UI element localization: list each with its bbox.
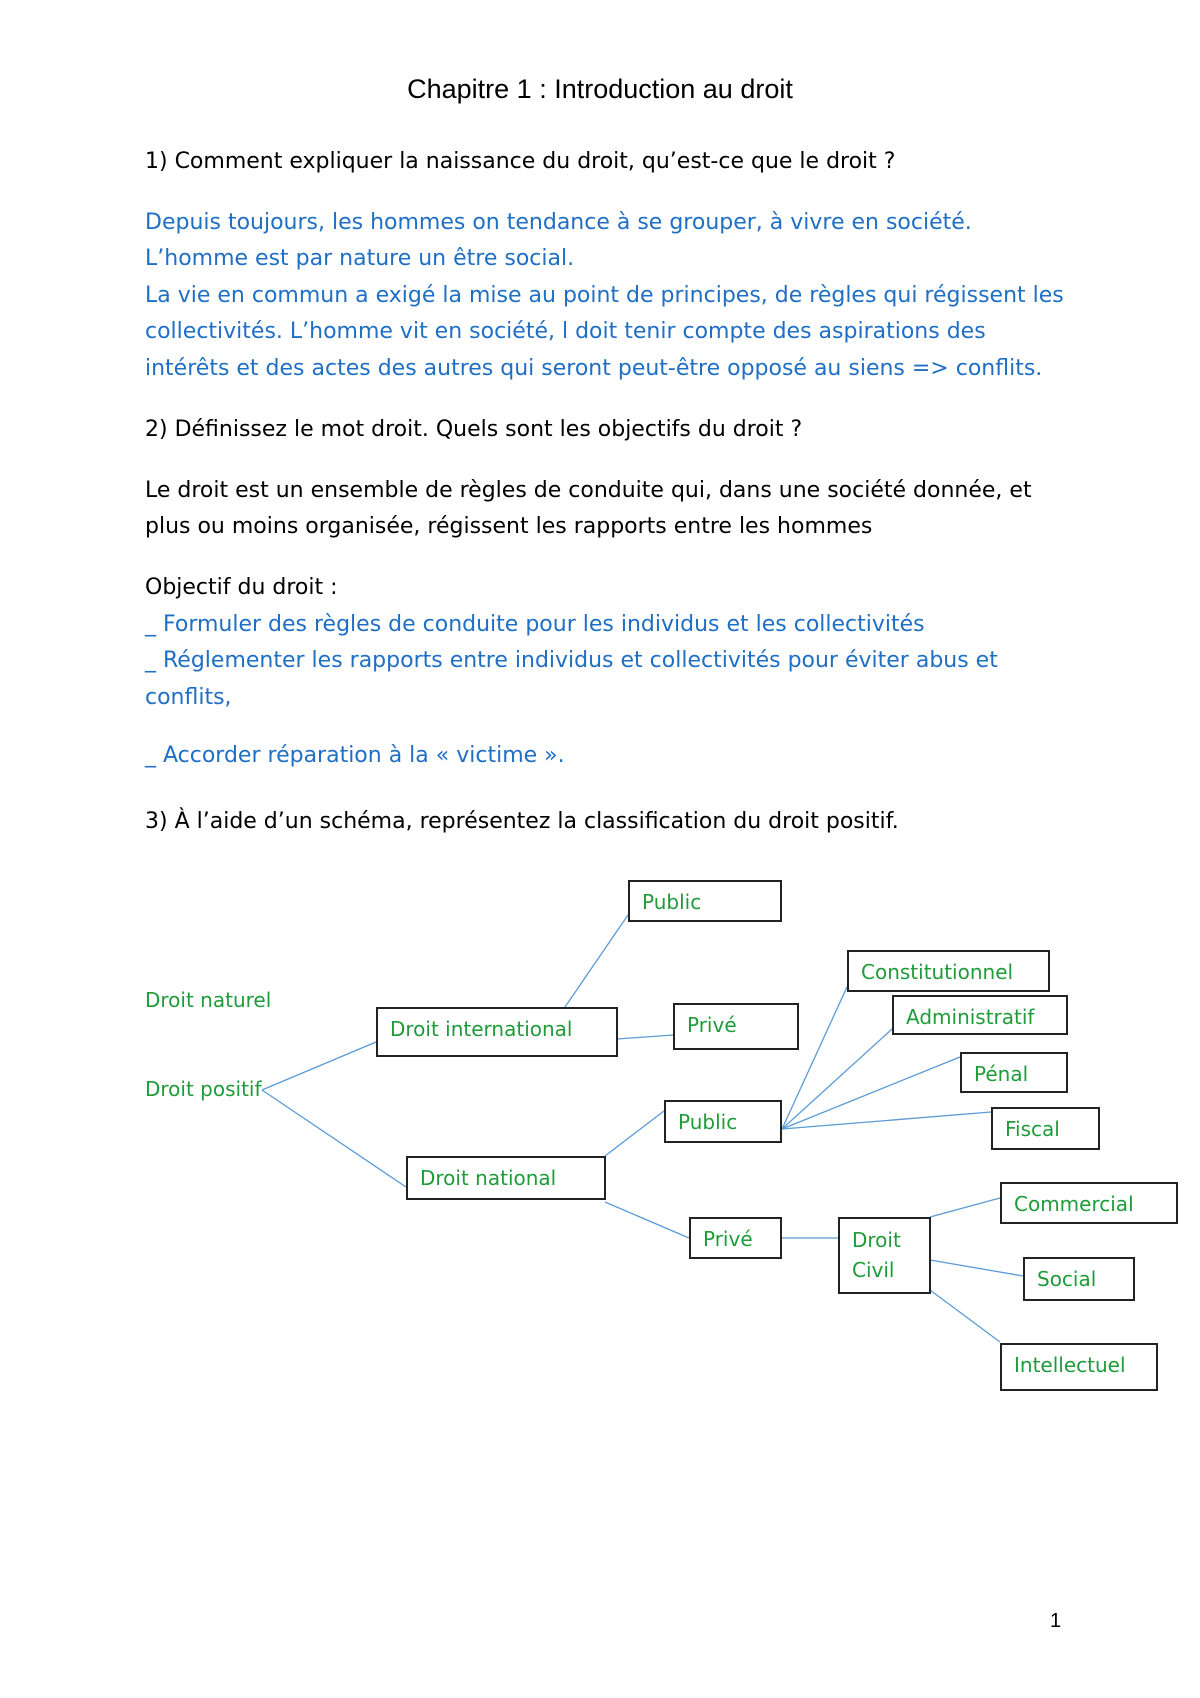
- answer-1-line: collectivités. L’homme vit en société, l doit tenir compte des aspirations des: [145, 319, 986, 344]
- connector: [782, 1057, 960, 1129]
- droit-civil-box: [838, 1217, 931, 1294]
- answer-1-line: L’homme est par nature un être social.: [145, 246, 575, 271]
- penal-box: Pénal: [960, 1052, 1068, 1093]
- connector: [262, 1090, 406, 1187]
- page-number: 1: [1050, 1610, 1062, 1632]
- fiscal-box: Fiscal: [991, 1107, 1100, 1150]
- international-public-box: Public: [628, 880, 782, 922]
- national-prive-box: Privé: [689, 1217, 782, 1259]
- droit-positif-label: Droit positif: [145, 1077, 262, 1101]
- question-3: 3) À l’aide d’un schéma, représentez la classification du droit positif.: [145, 809, 899, 834]
- international-prive-box: Privé: [673, 1003, 799, 1050]
- objectif-item: _ Accorder réparation à la « victime ».: [145, 743, 565, 768]
- connector: [605, 1111, 664, 1156]
- intellectuel-box: Intellectuel: [1000, 1343, 1158, 1391]
- answer-1-line: intérêts et des actes des autres qui seront peut-être opposé au siens => conflits.: [145, 356, 1043, 381]
- page-title: Chapitre 1 : Introduction au droit: [407, 74, 793, 104]
- constitutionnel-box: Constitutionnel: [847, 950, 1050, 992]
- connector: [930, 1260, 1023, 1276]
- objectif-item: _ Formuler des règles de conduite pour les individus et les collectivités: [145, 612, 925, 637]
- objectif-item: conflits,: [145, 685, 232, 710]
- droit-international-box: Droit international: [376, 1007, 618, 1057]
- droit-civil-line: Civil: [852, 1258, 895, 1282]
- droit-naturel-label: Droit naturel: [145, 988, 272, 1012]
- droit-national-box: Droit national: [406, 1156, 606, 1200]
- connector: [262, 1042, 376, 1090]
- commercial-box: Commercial: [1000, 1182, 1178, 1224]
- connector: [605, 1202, 689, 1238]
- connector: [930, 1290, 1000, 1342]
- connector: [782, 1112, 991, 1129]
- connector: [565, 915, 628, 1007]
- administratif-box: Administratif: [892, 995, 1068, 1035]
- answer-1-line: Depuis toujours, les hommes on tendance à se grouper, à vivre en société.: [145, 210, 972, 235]
- question-1: 1) Comment expliquer la naissance du droit, qu’est-ce que le droit ?: [145, 149, 896, 174]
- question-2: 2) Définissez le mot droit. Quels sont les objectifs du droit ?: [145, 417, 803, 442]
- answer-2-line: plus ou moins organisée, régissent les rapports entre les hommes: [145, 514, 873, 539]
- objectif-item: _ Réglementer les rapports entre individus et collectivités pour éviter abus et: [145, 648, 998, 673]
- droit-civil-line: Droit: [852, 1228, 901, 1252]
- answer-1-line: La vie en commun a exigé la mise au point de principes, de règles qui régissent les: [145, 283, 1064, 308]
- connector: [930, 1198, 1000, 1217]
- objectifs-heading: Objectif du droit :: [145, 575, 338, 600]
- answer-2-line: Le droit est un ensemble de règles de conduite qui, dans une société donnée, et: [145, 478, 1032, 503]
- national-public-box: Public: [664, 1100, 782, 1143]
- connector: [617, 1035, 673, 1039]
- social-box: Social: [1023, 1257, 1135, 1301]
